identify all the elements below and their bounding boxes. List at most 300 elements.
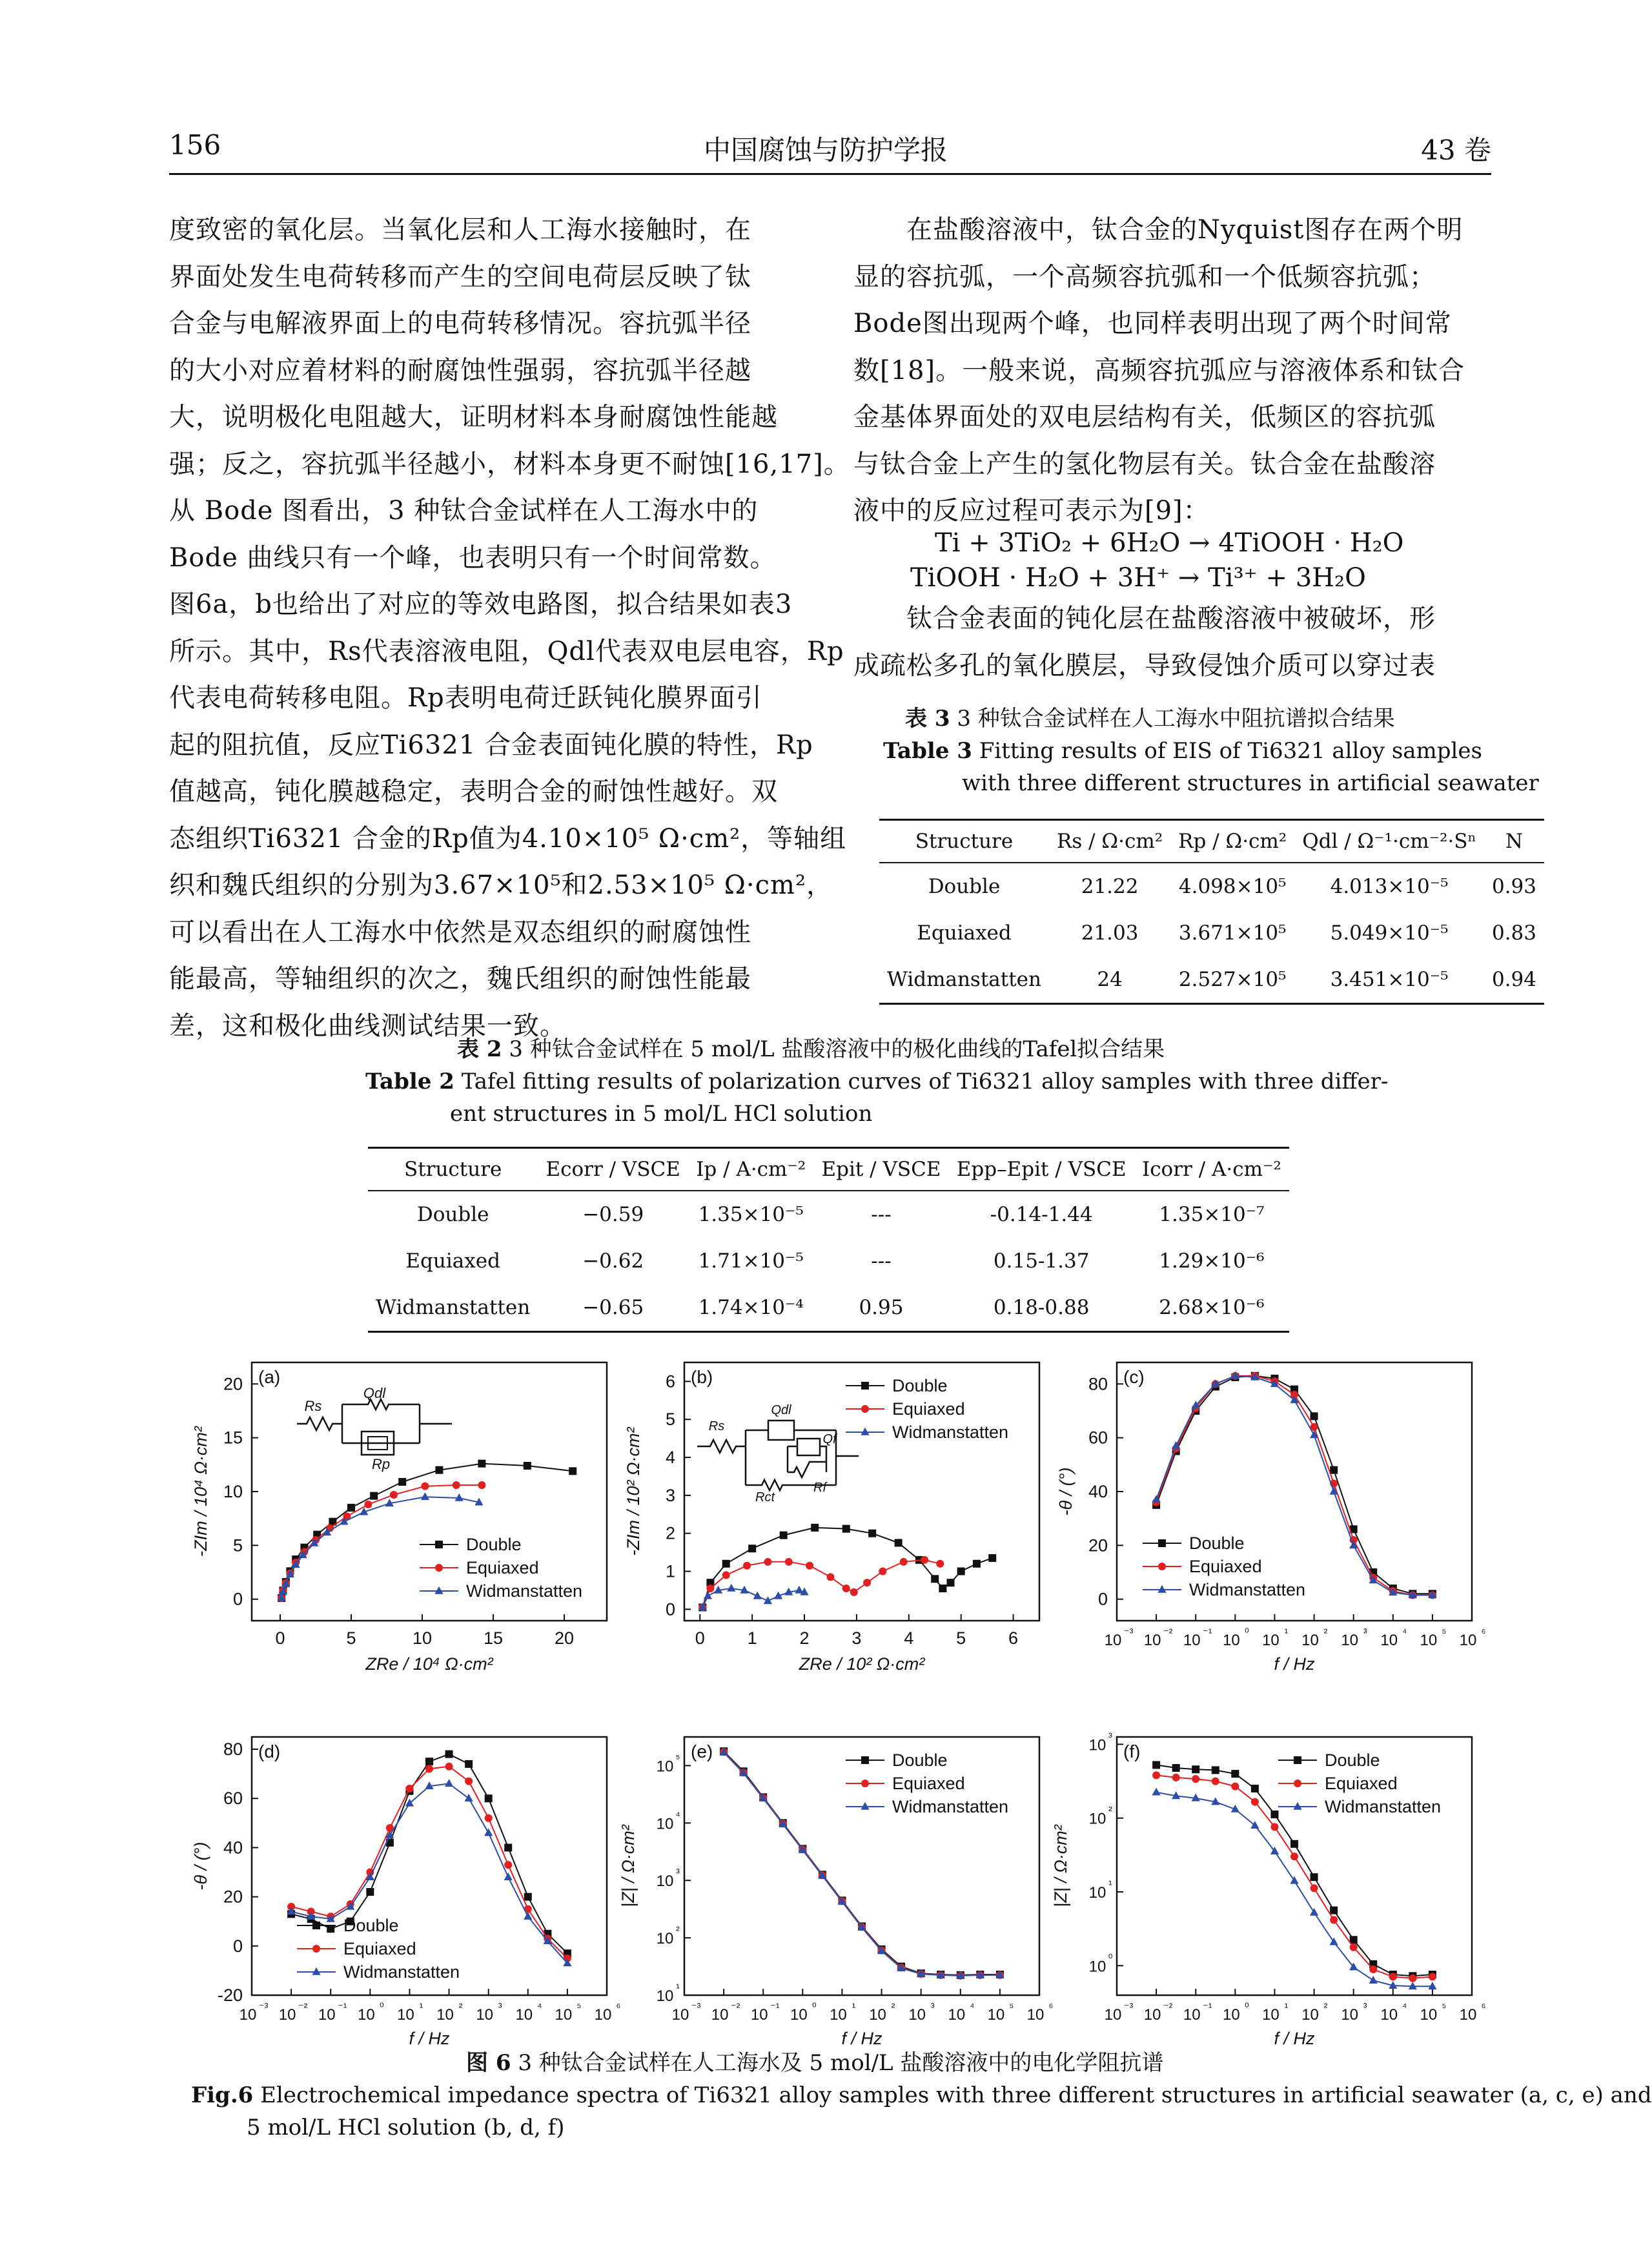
data-point [1172, 1764, 1180, 1772]
data-point [1310, 1884, 1318, 1892]
volume: 43 卷 [1421, 134, 1491, 166]
data-point [806, 1562, 813, 1570]
data-point [1192, 1775, 1199, 1783]
y-tick-exp: ¹ [676, 1982, 680, 1994]
panel-2 [1056, 1362, 1486, 1674]
series-equiaxed [278, 1481, 485, 1602]
table2-cell: −0.59 [582, 1203, 644, 1226]
x-tick-label: 10 [1380, 1632, 1398, 1649]
x-tick-label: 0 [695, 1628, 705, 1648]
data-point [861, 1428, 869, 1435]
table2-header: Ecorr / VSCE [538, 1148, 688, 1191]
data-point [435, 1564, 443, 1572]
y-tick-label: 6 [665, 1371, 675, 1391]
circuit-label: Qdl [771, 1403, 791, 1417]
table3-header: Qdl / Ω⁻¹·cm⁻²·Sⁿ [1294, 820, 1484, 863]
x-tick-exp: ⁻³ [1123, 1627, 1134, 1639]
panel-5 [1048, 1730, 1486, 2048]
table2-cell: 1.35×10⁻⁵ [698, 1203, 804, 1226]
circuit-label: Qf [822, 1432, 837, 1446]
data-point [1294, 1780, 1301, 1787]
data-point [1409, 1982, 1417, 1989]
y-tick-label: 60 [223, 1789, 243, 1809]
table3-label-cn: 表 3 [905, 706, 950, 732]
x-tick-label: 10 [1341, 1632, 1359, 1649]
table3-cell: 3.671×10⁵ [1178, 921, 1287, 945]
data-point [421, 1492, 429, 1500]
plot-frame [252, 1737, 607, 1995]
x-tick-label: 15 [483, 1628, 504, 1648]
text-line: 度致密的氧化层。当氧化层和人工海水接触时，在 [169, 215, 751, 245]
equation-2: TiOOH · H₂O + 3H⁺ → Ti³⁺ + 3H₂O [910, 563, 1366, 593]
table2-caption-en [365, 1065, 1388, 1098]
data-point [1330, 1916, 1338, 1924]
panel-label: (d) [258, 1741, 281, 1761]
text-line: 界面处发生电荷转移而产生的空间电荷层反映了钛 [169, 262, 751, 292]
table3-caption-en-2: with three different structures in artificial seawater [962, 770, 1539, 796]
data-point [842, 1585, 850, 1592]
data-point [1251, 1785, 1259, 1792]
x-tick-label: 10 [948, 2006, 966, 2024]
text-line: 值越高，钝化膜越稳定，表明合金的耐蚀性越好。双 [169, 777, 778, 806]
data-point [504, 1861, 512, 1869]
data-point [861, 1756, 869, 1764]
data-point [453, 1481, 460, 1489]
legend-entry: Equiaxed [1325, 1774, 1398, 1793]
table2-cell: Double [416, 1203, 489, 1226]
panel-label: (c) [1123, 1367, 1145, 1387]
x-tick-label: 10 [869, 2006, 886, 2024]
y-tick-exp: ⁵ [675, 1752, 680, 1765]
panel-label: (b) [691, 1367, 713, 1387]
y-tick-label: 10 [1088, 1958, 1106, 1976]
data-point [312, 1945, 320, 1953]
data-point [1293, 1802, 1301, 1810]
circuit-label: Rct [755, 1490, 775, 1504]
text-line: 与钛合金上产生的氢化物层有关。钛合金在盐酸溶 [853, 449, 1436, 479]
x-tick-exp: ⁰ [1244, 1627, 1249, 1639]
data-point [370, 1492, 378, 1500]
data-point [478, 1460, 485, 1468]
x-tick-exp: ⁻³ [691, 2001, 701, 2013]
table2-cell: --- [871, 1203, 892, 1226]
table2-header-row [368, 1148, 1289, 1191]
x-tick-exp: ⁻² [1163, 1627, 1173, 1639]
text-line: 能最高，等轴组织的次之，魏氏组织的耐蚀性能最 [169, 964, 751, 994]
x-tick-exp: ⁻³ [258, 2001, 269, 2013]
data-point [936, 1560, 944, 1568]
y-axis-label: -θ / (°) [191, 1842, 210, 1891]
table3-cell: 0.83 [1491, 921, 1536, 945]
data-point [478, 1481, 485, 1489]
legend-entry: Widmanstatten [466, 1581, 583, 1601]
data-point [879, 1568, 886, 1575]
series-line [291, 1783, 567, 1963]
data-point [921, 1556, 928, 1564]
x-tick-exp: ⁵ [1442, 1627, 1447, 1639]
data-point [861, 1382, 869, 1390]
panel-1 [624, 1362, 1039, 1674]
text-line: Bode 曲线只有一个峰，也表明只有一个时间常数。 [169, 542, 777, 573]
circuit-cpe [768, 1421, 794, 1440]
x-tick-label: 10 [515, 2006, 533, 2024]
x-tick-label: 6 [1008, 1628, 1019, 1648]
panel-label: (a) [258, 1367, 281, 1387]
legend-entry: Equiaxed [343, 1939, 416, 1958]
legend-entry: Equiaxed [892, 1399, 965, 1419]
x-axis-label: ZRe / 10⁴ Ω·cm² [365, 1654, 493, 1674]
y-tick-label: 1 [665, 1561, 675, 1581]
right-column-bottom [853, 595, 1436, 689]
table2-cell: Equiaxed [405, 1249, 500, 1273]
table2-cell: 0.15-1.37 [993, 1249, 1090, 1273]
y-tick-label: 10 [656, 1873, 674, 1891]
table3-cell: 24 [1049, 956, 1170, 1004]
data-point [524, 1893, 532, 1901]
data-point [1251, 1798, 1259, 1806]
data-point [1310, 1873, 1318, 1881]
x-tick-exp: ² [1323, 1627, 1328, 1639]
text-line: 从 Bode 图看出，3 种钛合金试样在人工海水中的 [169, 496, 759, 526]
data-point [398, 1478, 406, 1486]
x-tick-label: 10 [1026, 2006, 1045, 2024]
y-tick-label: 0 [232, 1589, 243, 1609]
x-tick-label: 10 [750, 2006, 768, 2024]
data-point [435, 1466, 443, 1474]
y-tick-label: 0 [232, 1936, 243, 1956]
x-tick-label: 10 [397, 2006, 414, 2024]
equivalent-circuit [297, 1385, 452, 1472]
legend-entry: Double [1189, 1534, 1245, 1553]
data-point [425, 1758, 433, 1765]
y-tick-exp: ⁴ [675, 1809, 680, 1822]
fig6-title-cn: 3 种钛合金试样在人工海水及 5 mol/L 盐酸溶液中的电化学阻抗谱 [518, 2050, 1164, 2076]
table2-header: Icorr / A·cm⁻² [1134, 1148, 1289, 1191]
table2-caption-en-2: ent structures in 5 mol/L HCl solution [450, 1101, 873, 1127]
panel-4 [618, 1737, 1054, 2048]
table3-cell: Widmanstatten [879, 956, 1049, 1004]
x-tick-exp: ² [1323, 2001, 1328, 2013]
data-point [1231, 1770, 1239, 1778]
y-tick-label: 10 [1088, 1810, 1106, 1828]
data-point [957, 1568, 965, 1575]
text-line: 合金与电解液界面上的电荷转移情况。容抗弧半径 [169, 309, 751, 338]
data-point [364, 1501, 372, 1508]
header-rule [169, 173, 1491, 175]
right-column-top [853, 207, 1465, 535]
x-axis-label: ZRe / 10² Ω·cm² [799, 1654, 925, 1674]
fig6-title-en-1: Electrochemical impedance spectra of Ti6321 alloy samples with three different structures in artificial seawater (a, c, e) and [260, 2082, 1652, 2108]
data-point [1294, 1756, 1301, 1764]
data-point [850, 1588, 858, 1596]
series-equiaxed [699, 1556, 944, 1612]
y-tick-label: 40 [1088, 1482, 1108, 1501]
data-point [842, 1525, 850, 1533]
y-tick-label: 80 [223, 1740, 243, 1760]
series-widmanstatten [278, 1492, 484, 1601]
data-point [465, 1760, 473, 1768]
y-tick-label: 20 [1088, 1535, 1108, 1555]
x-tick-exp: ⁵ [1442, 2001, 1447, 2013]
table3-cell: 5.049×10⁻⁵ [1330, 921, 1449, 945]
y-tick-label: 0 [665, 1599, 675, 1619]
data-point [868, 1530, 876, 1537]
y-tick-label: 10 [656, 1758, 674, 1776]
x-tick-exp: ⁻² [1163, 2001, 1173, 2013]
x-tick-exp: ⁻³ [1123, 2001, 1134, 2013]
y-tick-label: 10 [656, 1815, 674, 1833]
series-line [1156, 1792, 1433, 1987]
x-tick-label: 10 [1341, 2006, 1359, 2024]
text-line: 液中的反应过程可表示为[9]： [853, 496, 1210, 526]
data-point [727, 1584, 735, 1592]
text-line: 代表电荷转移电阻。Rp表明电荷迁跃钝化膜界面引 [169, 683, 762, 713]
x-tick-exp: ¹ [1284, 1627, 1289, 1639]
circuit-label: Rp [371, 1456, 391, 1472]
x-tick-label: 10 [1262, 1632, 1280, 1649]
x-tick-exp: ² [458, 2001, 463, 2013]
table3-label-en: Table 3 [883, 738, 972, 764]
legend-entry: Double [466, 1535, 522, 1554]
fig6-caption-en [191, 2079, 1652, 2111]
table2-cell: −0.65 [538, 1284, 688, 1332]
fig6-caption-en-2: 5 mol/L HCl solution (b, d, f) [247, 2115, 565, 2140]
fig6-label-cn: 图 6 [466, 2050, 511, 2076]
data-point [425, 1765, 433, 1773]
x-tick-label: 10 [1459, 2006, 1477, 2024]
table2-cell: 2.68×10⁻⁶ [1134, 1284, 1289, 1332]
table2-cell: --- [871, 1249, 892, 1273]
y-tick-label: 10 [656, 1930, 674, 1948]
data-point [421, 1483, 429, 1490]
x-tick-exp: ⁴ [537, 2001, 542, 2013]
data-point [1389, 1973, 1397, 1980]
data-point [764, 1558, 771, 1566]
data-point [988, 1554, 996, 1562]
data-point [861, 1780, 869, 1787]
data-point [1409, 1975, 1416, 1982]
data-point [811, 1524, 819, 1532]
circuit-cpe [797, 1439, 820, 1455]
data-point [939, 1585, 946, 1592]
y-tick-label: 20 [223, 1374, 243, 1394]
plot-frame [684, 1362, 1039, 1621]
series-double [1152, 1761, 1436, 1980]
data-point [1157, 1585, 1166, 1593]
x-tick-exp: ⁶ [1481, 1627, 1486, 1639]
table3-caption-cn [905, 703, 1395, 735]
x-tick-exp: ⁻¹ [1202, 1627, 1212, 1639]
x-tick-label: 10 [555, 2006, 573, 2024]
x-tick-label: 10 [1262, 2006, 1280, 2024]
table2-cell: −0.62 [582, 1249, 644, 1273]
table3 [879, 819, 1544, 1005]
table3-cell: 0.94 [1484, 956, 1544, 1004]
data-point [1212, 1778, 1219, 1785]
data-point [435, 1541, 443, 1548]
data-point [1172, 1774, 1180, 1781]
data-point [1330, 1466, 1338, 1474]
x-tick-exp: ⁻¹ [337, 2001, 347, 2013]
x-tick-label: 10 [1420, 1632, 1438, 1649]
x-tick-label: 4 [904, 1628, 914, 1648]
x-axis-label: f / Hz [409, 2029, 450, 2048]
equivalent-circuit [697, 1403, 859, 1504]
series-double [287, 1750, 571, 1958]
data-point [485, 1814, 493, 1822]
x-tick-label: 5 [346, 1628, 356, 1648]
table2-row [368, 1238, 1289, 1284]
data-point [1270, 1811, 1278, 1818]
x-tick-exp: ³ [498, 2001, 502, 2013]
legend-entry: Double [892, 1750, 948, 1770]
x-tick-exp: ⁵ [576, 2001, 582, 2013]
y-tick-label: 40 [223, 1838, 243, 1858]
data-point [1152, 1761, 1160, 1769]
data-point [504, 1843, 512, 1851]
x-tick-exp: ¹ [851, 2001, 856, 2013]
text-line: 织和魏氏组织的分别为3.67×10⁵和2.53×10⁵ Ω·cm²， [169, 870, 833, 900]
data-point [1290, 1853, 1298, 1860]
data-point [445, 1763, 453, 1770]
x-tick-exp: ⁵ [1009, 2001, 1014, 2013]
x-tick-exp: ⁴ [970, 2001, 975, 2013]
data-point [1212, 1766, 1219, 1774]
data-point [895, 1539, 902, 1546]
table3-title-en-1: Fitting results of EIS of Ti6321 alloy samples [979, 738, 1482, 764]
table3-cell: 2.527×10⁵ [1170, 956, 1294, 1004]
table2-label-en: Table 2 [365, 1069, 454, 1094]
text-line: 强；反之，容抗弧半径越小，材料本身更不耐蚀[16,17]。 [169, 449, 850, 479]
x-tick-exp: ³ [1363, 2001, 1367, 2013]
x-tick-label: 0 [275, 1628, 285, 1648]
text-line: 钛合金表面的钝化层在盐酸溶液中被破坏，形 [853, 604, 1436, 633]
circuit-label: Rs [304, 1398, 322, 1414]
data-point [465, 1794, 473, 1801]
plot-frame [684, 1737, 1039, 1995]
data-point [1330, 1907, 1338, 1914]
left-column [169, 207, 850, 1049]
y-axis-label: -θ / (°) [1056, 1467, 1076, 1516]
y-tick-label: 60 [1088, 1428, 1108, 1448]
table3-header: N [1484, 820, 1544, 863]
table2-cell: 0.18-0.88 [949, 1284, 1134, 1332]
text-line: 图6a，b也给出了对应的等效电路图，拟合结果如表3 [169, 590, 793, 619]
data-point [312, 1967, 320, 1975]
data-point [1152, 1788, 1161, 1796]
y-tick-label: 4 [665, 1448, 675, 1468]
text-line: 显的容抗弧，一个高频容抗弧和一个低频容抗弧； [853, 262, 1436, 292]
x-tick-label: 10 [1143, 1632, 1161, 1649]
data-point [973, 1560, 981, 1568]
table3-header: Structure [879, 820, 1049, 863]
data-point [748, 1545, 756, 1552]
x-tick-exp: ⁻² [730, 2001, 740, 2013]
panel-0 [191, 1362, 607, 1674]
legend-entry: Widmanstatten [892, 1797, 1009, 1816]
y-tick-label: 3 [665, 1485, 675, 1505]
data-point [504, 1873, 513, 1880]
legend-entry: Double [343, 1916, 399, 1935]
fig6-label-en: Fig.6 [191, 2082, 254, 2108]
data-point [1152, 1771, 1160, 1779]
x-tick-label: 10 [1380, 2006, 1398, 2024]
data-point [484, 1828, 493, 1836]
table2-cell: 0.95 [813, 1284, 948, 1332]
x-tick-label: 10 [671, 2006, 689, 2024]
table3-cell: 4.013×10⁻⁵ [1330, 875, 1449, 898]
y-axis-label: -ZIm / 10² Ω·cm² [624, 1427, 643, 1556]
x-tick-label: 10 [908, 2006, 926, 2024]
data-point [861, 1405, 869, 1413]
table3-header: Rs / Ω·cm² [1049, 820, 1170, 863]
x-tick-label: 10 [1420, 2006, 1438, 2024]
circuit-label: Rf [813, 1481, 826, 1495]
data-point [780, 1532, 788, 1539]
x-tick-exp: ⁶ [1481, 2001, 1486, 2013]
data-point [1429, 1973, 1436, 1980]
x-tick-exp: ¹ [1284, 2001, 1289, 2013]
y-tick-exp: ³ [676, 1867, 680, 1880]
x-tick-label: 10 [318, 2006, 336, 2024]
panel-3 [191, 1737, 621, 2048]
table3-row [879, 863, 1544, 910]
y-tick-label: 5 [232, 1535, 243, 1555]
table2-row [368, 1284, 1289, 1332]
legend-entry: Widmanstatten [1325, 1797, 1442, 1816]
table3-header-row [879, 820, 1544, 863]
text-line: 所示。其中，Rs代表溶液电阻，Qdl代表双电层电容，Rp [169, 636, 844, 666]
y-tick-label: 2 [665, 1523, 675, 1543]
x-tick-label: 10 [1301, 2006, 1319, 2024]
data-point [947, 1579, 955, 1586]
x-tick-label: 10 [1301, 1632, 1319, 1649]
data-point [445, 1779, 453, 1787]
text-line: 的大小对应着材料的耐腐蚀性强弱，容抗弧半径越 [169, 355, 751, 385]
y-axis-label: |Z| / Ω·cm² [1051, 1825, 1070, 1907]
table2-label-cn: 表 2 [457, 1036, 502, 1062]
x-tick-exp: ¹ [419, 2001, 423, 2013]
text-line: Bode图出现两个峰，也同样表明出现了两个时间常 [853, 309, 1452, 338]
data-point [347, 1504, 355, 1512]
x-tick-label: 5 [956, 1628, 966, 1648]
data-point [1158, 1563, 1166, 1570]
series-widmanstatten [699, 1584, 809, 1610]
y-tick-label: 10 [1088, 1884, 1106, 1902]
x-tick-label: 10 [987, 2006, 1005, 2024]
x-axis-label: f / Hz [841, 2029, 882, 2048]
page-number: 156 [169, 129, 221, 161]
x-tick-label: 10 [436, 2006, 454, 2024]
legend-entry: Equiaxed [892, 1774, 965, 1793]
x-tick-exp: ⁴ [1402, 2001, 1407, 2013]
text-line: 成疏松多孔的氧化膜层，导致侵蚀介质可以穿过表 [853, 650, 1436, 681]
table3-cell: 21.22 [1081, 875, 1139, 898]
y-tick-label: 5 [665, 1410, 675, 1430]
x-tick-label: 10 [1183, 2006, 1201, 2024]
data-point [1428, 1982, 1436, 1989]
series-widmanstatten [287, 1779, 572, 1966]
table3-cell: 4.098×10⁵ [1178, 875, 1287, 898]
table3-caption-en [883, 735, 1482, 767]
plot-frame [1117, 1737, 1472, 1995]
y-tick-exp: ⁰ [1108, 1952, 1113, 1965]
y-tick-label: 20 [223, 1887, 243, 1907]
table2-caption-cn [457, 1033, 1165, 1065]
text-line: 态组织Ti6321 合金的Rp值为4.10×10⁵ Ω·cm²，等轴组 [169, 823, 847, 854]
x-tick-label: 1 [747, 1628, 757, 1648]
data-point [1369, 1965, 1377, 1973]
